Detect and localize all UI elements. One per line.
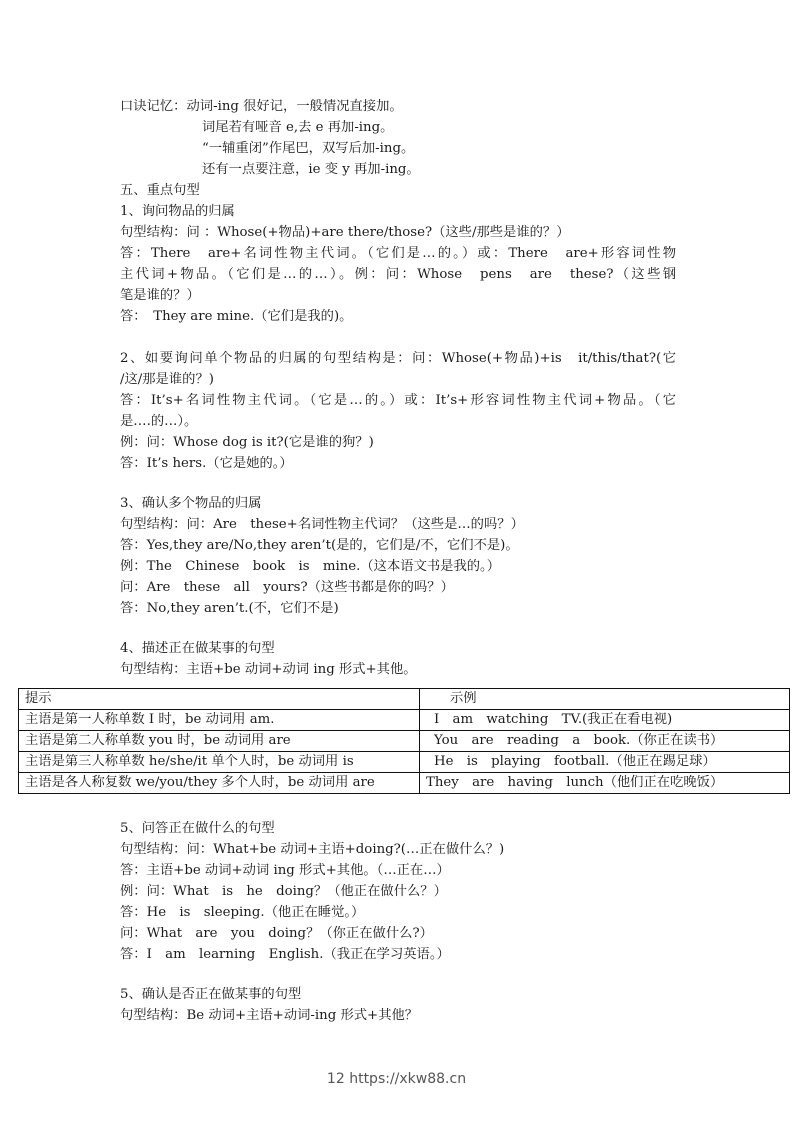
- table-header-hint: 提示: [19, 689, 420, 710]
- s3-line: 例：The Chinese book is mine.（这本语文书是我的。）: [120, 559, 500, 574]
- s1-line: 答：There are+名词性物主代词。（它们是…的。）或：There are+形容词性物: [120, 246, 676, 261]
- s6-title: 5、确认是否正在做某事的句型: [120, 987, 302, 1002]
- s5-line: 答：I am learning English.（我正在学习英语。）: [120, 947, 450, 962]
- s3-line: 问：Are these all yours?（这些书都是你的吗？）: [120, 580, 454, 595]
- s1-line: 主代词+物品。（它们是…的…）。例：问：Whose pens are these?（这些钢: [120, 267, 676, 282]
- table-cell-hint: 主语是第二人称单数 you 时，be 动词用 are: [19, 731, 420, 752]
- table-cell-hint: 主语是第一人称单数 I 时，be 动词用 am.: [19, 710, 420, 731]
- s3-line: 答：Yes,they are/No,they aren’t(是的，它们是/不，它们不是)。: [120, 538, 519, 553]
- mnemonic-label: 口诀记忆：: [120, 99, 187, 114]
- table-cell-hint: 主语是第三人称单数 he/she/it 单个人时，be 动词用 is: [19, 752, 420, 773]
- s4-structure: 句型结构：主语+be 动词+动词 ing 形式+其他。: [120, 662, 417, 677]
- s5-line: 例：问：What is he doing？（他正在做什么？）: [120, 884, 447, 899]
- s3-title: 3、确认多个物品的归属: [120, 496, 262, 511]
- page-footer: [0, 1071, 793, 1087]
- table-cell-example: I am watching TV.(我正在看电视): [420, 710, 790, 731]
- table-cell-hint: 主语是各人称复数 we/you/they 多个人时，be 动词用 are: [19, 773, 420, 794]
- s3-line: 答：No,they aren’t.(不，它们不是): [120, 601, 339, 616]
- s5-line: 答：He is sleeping.（他正在睡觉。）: [120, 905, 365, 920]
- section-heading: 五、重点句型: [120, 183, 200, 198]
- table-row: [19, 710, 790, 731]
- table-row: [19, 731, 790, 752]
- mnemonic-line-3: “一辅重闭”作尾巴，双写后加-ing。: [202, 141, 415, 156]
- s2-line: 是….的…）。: [120, 414, 198, 429]
- table-header-row: [19, 689, 790, 710]
- footer-site-link[interactable]: https://xkw88.cn: [349, 1071, 467, 1087]
- s5-title: 5、问答正在做什么的句型: [120, 821, 275, 836]
- mnemonic-line-4: 还有一点要注意，ie 变 y 再加-ing。: [202, 162, 420, 177]
- s2-line: 答：It’s+名词性物主代词。（它是…的。）或：It’s+形容词性物主代词+物品。（它: [120, 393, 676, 408]
- mnemonic-line-1: 口诀记忆：动词-ing 很好记，一般情况直接加。: [120, 99, 403, 114]
- s4-title: 4、描述正在做某事的句型: [120, 641, 275, 656]
- s1-line: 句型结构：问 ：Whose(+物品)+are there/those?（这些/那些是谁的？）: [120, 225, 570, 240]
- s1-title: 1、询问物品的归属: [120, 204, 235, 219]
- table-row: [19, 773, 790, 794]
- mnemonic-line-2: 词尾若有哑音 e,去 e 再加-ing。: [202, 120, 394, 135]
- s5-line: 问：What are you doing？（你正在做什么?）: [120, 926, 433, 941]
- s2-title: 2、如要询问单个物品的归属的句型结构是：问：Whose(+物品)+is it/this/that?(它: [120, 351, 676, 366]
- s2-line: 例：问：Whose dog is it?(它是谁的狗？): [120, 435, 374, 450]
- table-cell-example: He is playing football.（他正在踢足球）: [420, 752, 790, 773]
- page-number: 12: [326, 1071, 345, 1087]
- s2-line: 答：It’s hers.（它是她的。）: [120, 456, 293, 471]
- table-header-example: 示例: [420, 689, 790, 710]
- be-verb-table: [18, 688, 790, 794]
- s6-structure: 句型结构：Be 动词+主语+动词-ing 形式+其他？: [120, 1008, 419, 1023]
- table-row: [19, 752, 790, 773]
- s3-line: 句型结构：问：Are these+名词性物主代词？（这些是…的吗？）: [120, 517, 524, 532]
- s1-line: 答： They are mine.（它们是我的)。: [120, 309, 353, 324]
- s5-line: 句型结构：问：What+be 动词+主语+doing?(…正在做什么？): [120, 842, 505, 857]
- s2-line: /这/那是谁的？): [120, 372, 214, 387]
- table-cell-example: They are having lunch（他们正在吃晚饭）: [420, 773, 790, 794]
- s1-line: 笔是谁的？）: [120, 288, 200, 303]
- s5-line: 答：主语+be 动词+动词 ing 形式+其他。（…正在…）: [120, 863, 450, 878]
- table-cell-example: You are reading a book.（你正在读书）: [420, 731, 790, 752]
